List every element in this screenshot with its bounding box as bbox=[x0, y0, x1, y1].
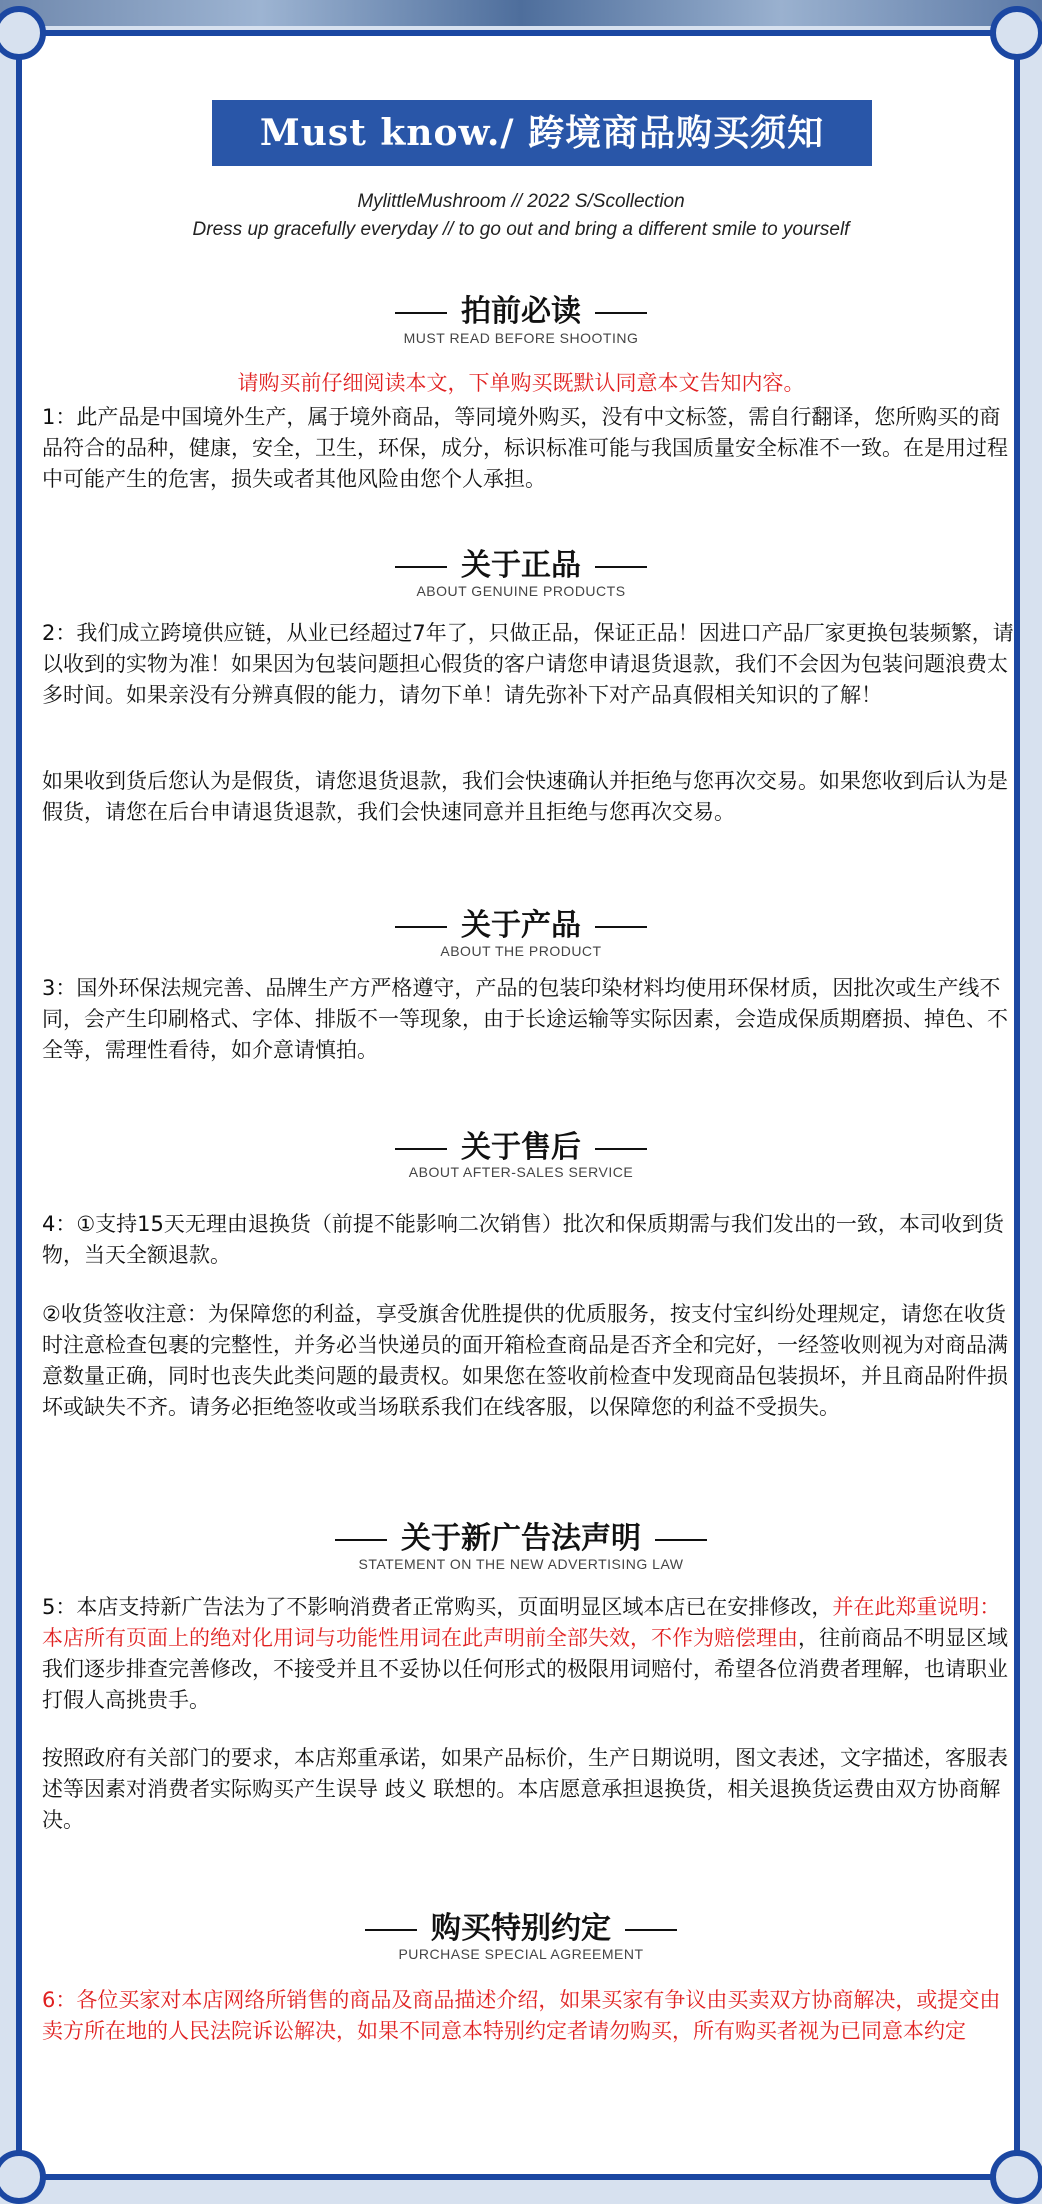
frame-corner bbox=[990, 2150, 1042, 2204]
section-title bbox=[0, 540, 1042, 584]
section-subtitle: STATEMENT ON THE NEW ADVERTISING LAW bbox=[358, 1556, 684, 1572]
paragraph bbox=[42, 1592, 1014, 1716]
title-dash bbox=[625, 1929, 677, 1931]
title-dash bbox=[595, 1148, 647, 1150]
title-dash bbox=[595, 312, 647, 314]
paragraph: 4：①支持15天无理由退换货（前提不能影响二次销售）批次和保质期需与我们发出的一致，本司收到货物，当天全额退款。 bbox=[42, 1212, 1004, 1267]
paragraph: ②收货签收注意：为保障您的利益，享受旗舍优胜提供的优质服务，按支付宝纠纷处理规定，请您在收货时注意检查包裹的完整性，并务必当快递员的面开箱检查商品是否齐全和完好，一经签收则视为对商品满意数量正确，同时也丧失此类问题的最责权。如果您在签收前检查中发现商品包装损坏，并且商品附件损坏或缺失不齐。请务必拒绝签收或当场联系我们在线客服，以保障您的利益不受损失。 bbox=[42, 1302, 1008, 1419]
title-dash bbox=[595, 566, 647, 568]
title-dash bbox=[655, 1539, 707, 1541]
frame-corner bbox=[0, 6, 46, 60]
section-title-text: 关于售后 bbox=[461, 1130, 581, 1165]
section-title-text: 拍前必读 bbox=[461, 294, 581, 329]
section-title-text: 购买特别约定 bbox=[431, 1911, 611, 1946]
paragraph: 3：国外环保法规完善、品牌生产方严格遵守，产品的包装印染材料均使用环保材质，因批次或生产线不同，会产生印刷格式、字体、排版不一等现象，由于长途运输等实际因素，会造成保质期磨损、掉色、不全等，需理性看待，如介意请慎拍。 bbox=[42, 976, 1008, 1062]
section-title-text: 关于产品 bbox=[461, 908, 581, 943]
paragraph-text: 5：本店支持新广告法为了不影响消费者正常购买，页面明显区域本店已在安排修改， bbox=[42, 1595, 833, 1619]
title-dash bbox=[365, 1929, 417, 1931]
title-dash bbox=[595, 926, 647, 928]
paragraph: 6：各位买家对本店网络所销售的商品及商品描述介绍，如果买家有争议由买卖双方协商解决，或提交由卖方所在地的人民法院诉讼解决，如果不同意本特别约定者请勿购买，所有购买者视为已同意本约定 bbox=[42, 1988, 1001, 2043]
document-frame bbox=[16, 30, 1020, 2180]
section-subtitle: ABOUT AFTER-SALES SERVICE bbox=[408, 1164, 634, 1180]
brand-subtitle: MylittleMushroom // 2022 S/Scollection bbox=[357, 191, 685, 212]
section-subtitle: PURCHASE SPECIAL AGREEMENT bbox=[398, 1946, 644, 1962]
section-title bbox=[0, 900, 1042, 944]
tagline-subtitle: Dress up gracefully everyday // to go out and bring a different smile to yourself bbox=[192, 219, 850, 240]
section-title bbox=[0, 286, 1042, 330]
title-dash bbox=[335, 1539, 387, 1541]
section-subtitle: MUST READ BEFORE SHOOTING bbox=[403, 330, 639, 346]
paragraph: 1：此产品是中国境外生产，属于境外商品，等同境外购买，没有中文标签，需自行翻译，您所购买的商品符合的品种，健康，安全，卫生，环保，成分，标识标准可能与我国质量安全标准不一致。在是用过程中可能产生的危害，损失或者其他风险由您个人承担。 bbox=[42, 405, 1008, 491]
top-decorative-strip bbox=[0, 0, 1042, 26]
highlight-text: 并在此郑重说明：本店所有页面上的绝对化用词与功能性用词在此声明前全部失效，不作为赔偿理由 bbox=[42, 1595, 1001, 1650]
paragraph: 2：我们成立跨境供应链，从业已经超过7年了，只做正品，保证正品！因进口产品厂家更换包装频繁，请以收到的实物为准！如果因为包装问题担心假货的客户请您申请退货退款，我们不会因为包装问题浪费太多时间。如果亲没有分辨真假的能力，请勿下单！请先弥补下对产品真假相关知识的了解！ bbox=[42, 621, 1014, 707]
section-title bbox=[0, 1513, 1042, 1557]
page-title: Must know./ 跨境商品购买须知 bbox=[212, 100, 872, 166]
section-subtitle: ABOUT GENUINE PRODUCTS bbox=[416, 583, 626, 599]
title-dash bbox=[395, 566, 447, 568]
section-title-text: 关于正品 bbox=[461, 548, 581, 583]
section-title bbox=[0, 1903, 1042, 1947]
paragraph: 按照政府有关部门的要求，本店郑重承诺，如果产品标价，生产日期说明，图文表述，文字描述，客服表述等因素对消费者实际购买产生误导 歧义 联想的。本店愿意承担退换货，相关退换货运费由双方协商解决。 bbox=[42, 1746, 1008, 1832]
section-subtitle: ABOUT THE PRODUCT bbox=[440, 943, 602, 959]
frame-corner bbox=[990, 6, 1042, 60]
title-dash bbox=[395, 1148, 447, 1150]
section-title-text: 关于新广告法声明 bbox=[401, 1521, 641, 1556]
title-dash bbox=[395, 312, 447, 314]
frame-corner bbox=[0, 2150, 46, 2204]
section-title bbox=[0, 1122, 1042, 1166]
title-dash bbox=[395, 926, 447, 928]
paragraph: 如果收到货后您认为是假货，请您退货退款，我们会快速确认并拒绝与您再次交易。如果您收到后认为是假货，请您在后台申请退货退款，我们会快速同意并且拒绝与您再次交易。 bbox=[42, 769, 1008, 824]
notice-text: 请购买前仔细阅读本文，下单购买既默认同意本文告知内容。 bbox=[237, 371, 805, 395]
paragraph-text: ，往前商品不明显区域我们逐步排查完善修改，不接受并且不妥协以任何形式的极限用词赔付，希望各位消费者理解，也请职业打假人高挑贵手。 bbox=[42, 1626, 1008, 1712]
